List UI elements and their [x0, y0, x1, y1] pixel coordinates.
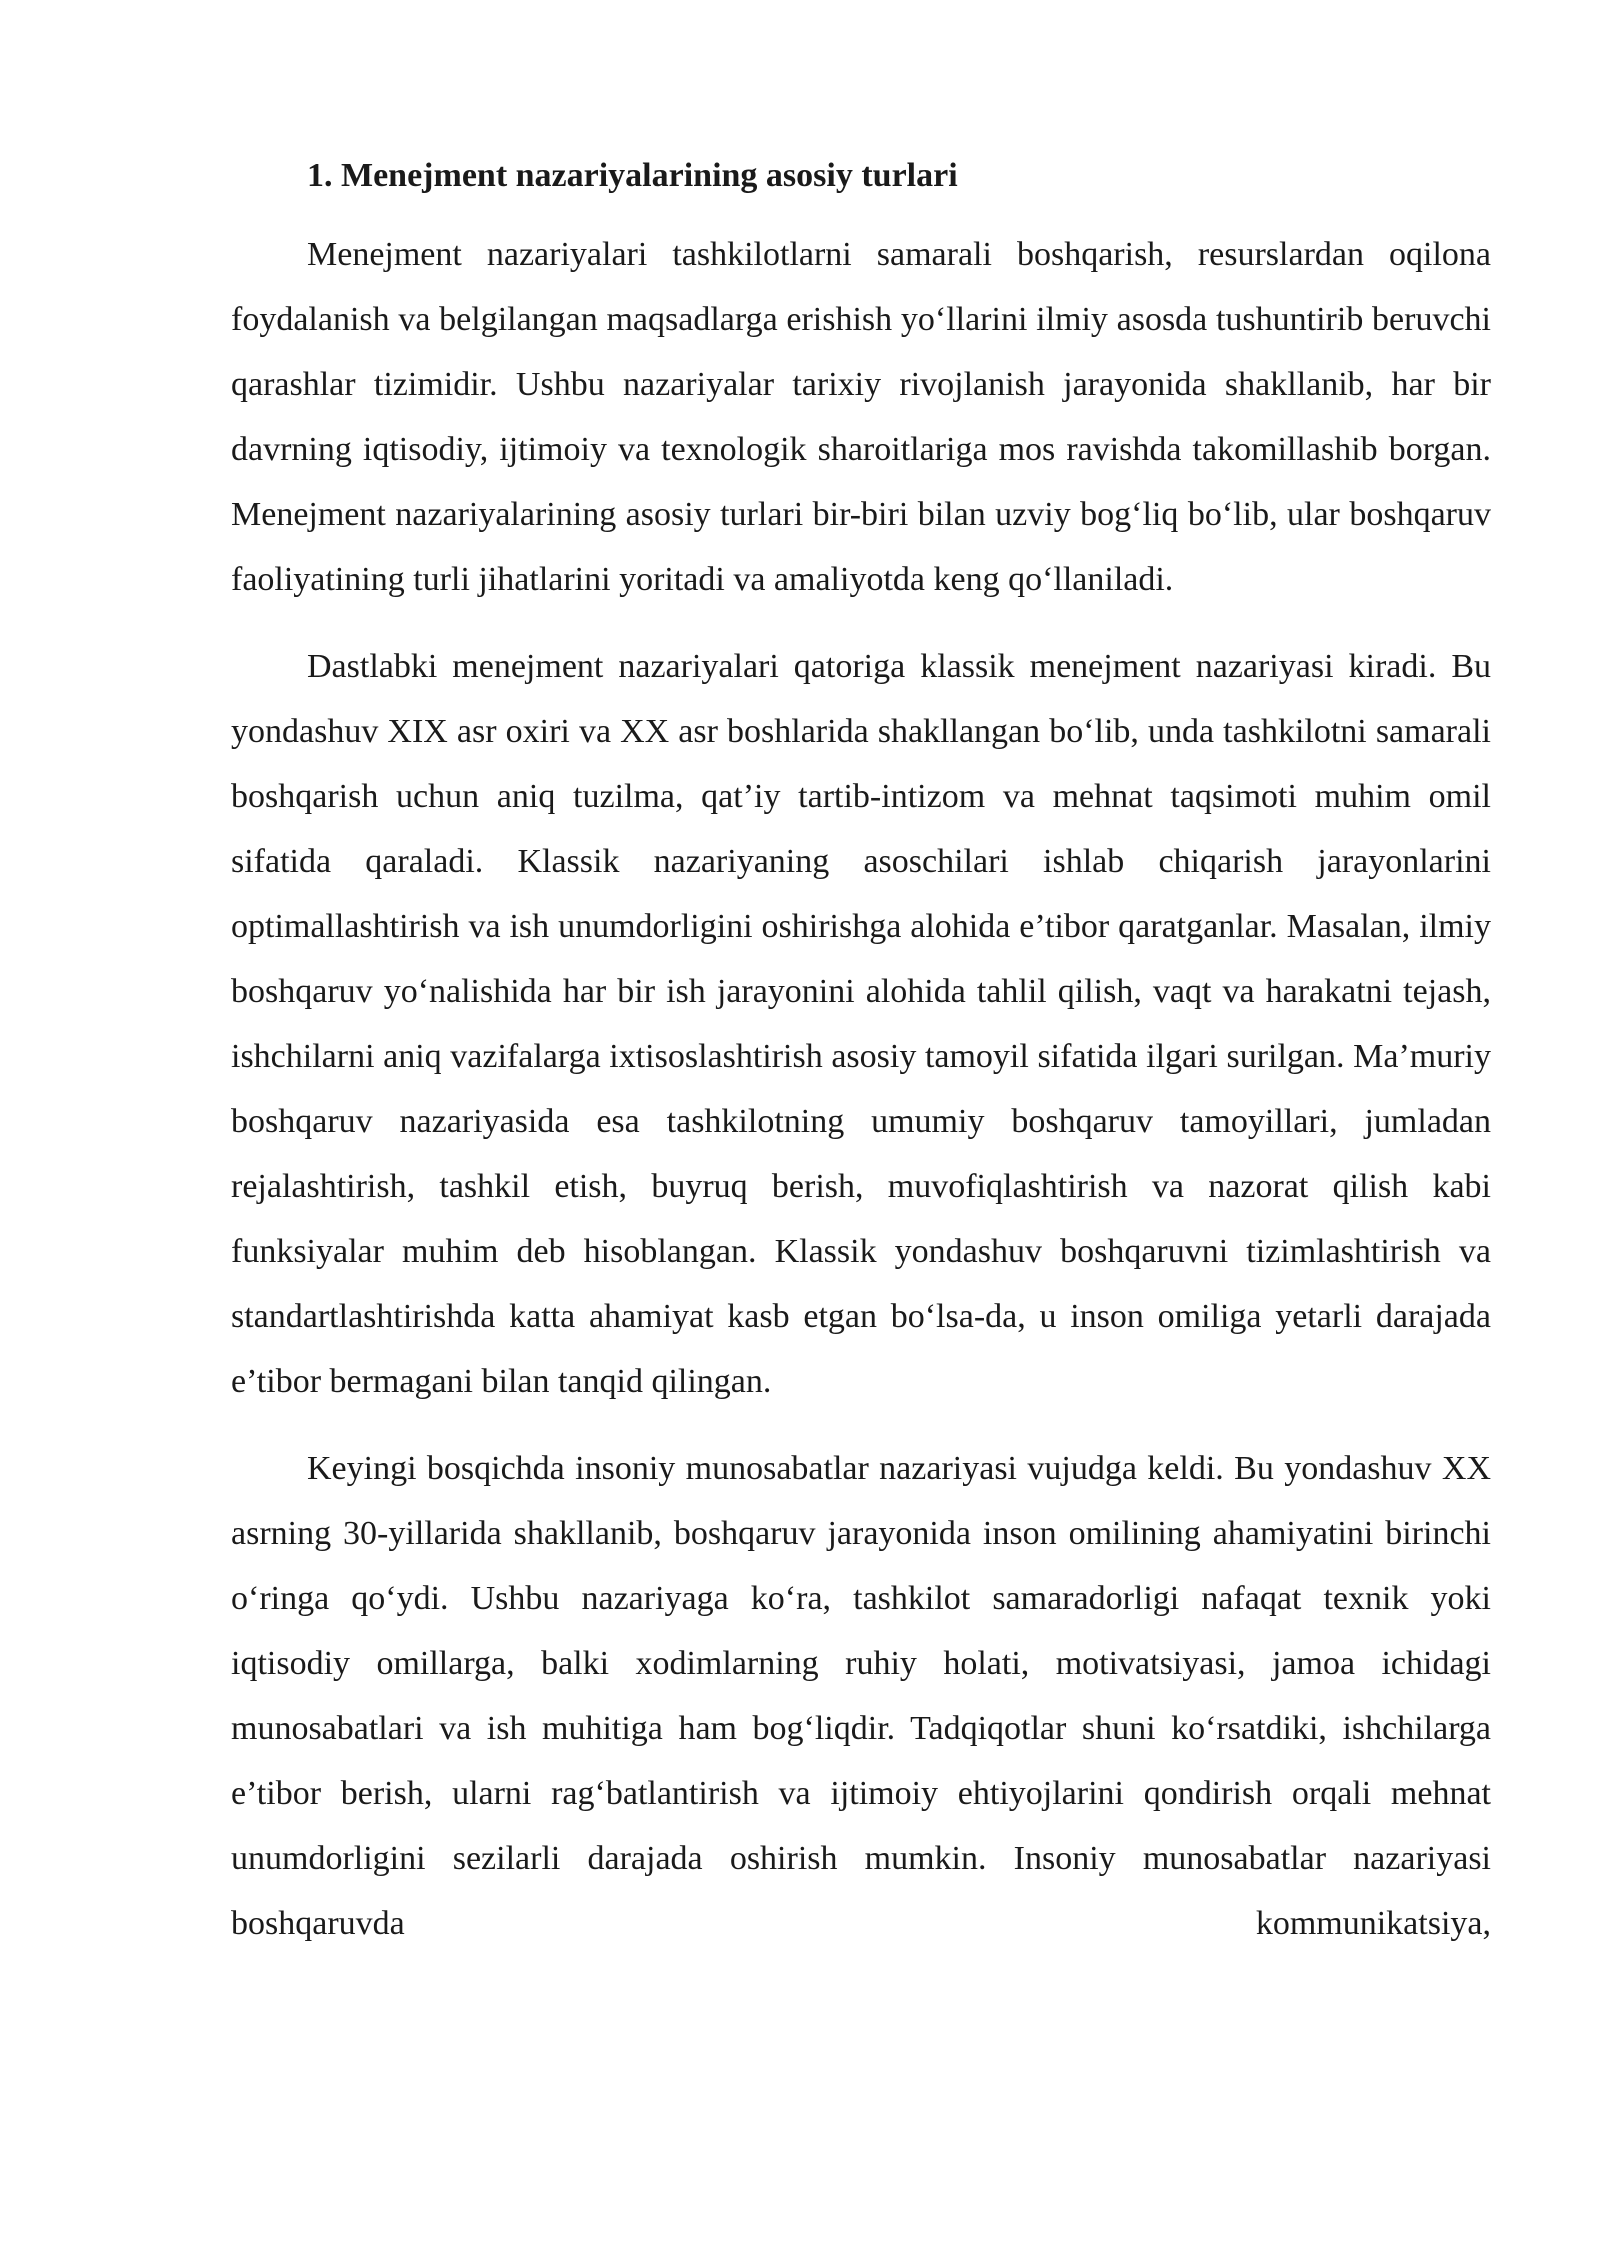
paragraph-intro: Menejment nazariyalari tashkilotlarni samarali boshqarish, resurslardan oqilona foydalanish va belgilangan maqsadlarga erishish yo‘llarini ilmiy asosda tushuntirib beruvchi qarashlar tizimidir. Ushbu nazariyalar tarixiy rivojlanish jarayonida shakllanib, har bir davrning iqtisodiy, ijtimoiy va texnologik sharoitlariga mos ravishda takomillashib borgan. Menejment nazariyalarining asosiy turlari bir-biri bilan uzviy bog‘liq bo‘lib, ular boshqaruv faoliyatining turli jihatlarini yoritadi va amaliyotda keng qo‘llaniladi.	[231, 236, 1491, 598]
section-heading: 1. Menejment nazariyalarining asosiy turlari	[307, 157, 958, 194]
document-page	[231, 148, 1491, 1956]
paragraph-human-relations-theory: Keyingi bosqichda insoniy munosabatlar nazariyasi vujudga keldi. Bu yondashuv XX asrning 30-yillarida shakllanib, boshqaruv jarayonida inson omilining ahamiyatini birinchi o‘ringa qo‘ydi. Ushbu nazariyaga ko‘ra, tashkilot samaradorligi nafaqat texnik yoki iqtisodiy omillarga, balki xodimlarning ruhiy holati, motivatsiyasi, jamoa ichidagi munosabatlari va ish muhitiga ham bog‘liqdir. Tadqiqotlar shuni ko‘rsatdiki, ishchilarga e’tibor berish, ularni rag‘batlantirish va ijtimoiy ehtiyojlarini qondirish orqali mehnat unumdorligini sezilarli darajada oshirish mumkin. Insoniy munosabatlar nazariyasi boshqaruvda kommunikatsiya,	[231, 1450, 1491, 1942]
paragraph-classical-theory: Dastlabki menejment nazariyalari qatoriga klassik menejment nazariyasi kiradi. Bu yondashuv XIX asr oxiri va XX asr boshlarida shakllangan bo‘lib, unda tashkilotni samarali boshqarish uchun aniq tuzilma, qat’iy tartib-intizom va mehnat taqsimoti muhim omil sifatida qaraladi. Klassik nazariyaning asoschilari ishlab chiqarish jarayonlarini optimallashtirish va ish unumdorligini oshirishga alohida e’tibor qaratganlar. Masalan, ilmiy boshqaruv yo‘nalishida har bir ish jarayonini alohida tahlil qilish, vaqt va harakatni tejash, ishchilarni aniq vazifalarga ixtisoslashtirish asosiy tamoyil sifatida ilgari surilgan. Ma’muriy boshqaruv nazariyasida esa tashkilotning umumiy boshqaruv tamoyillari, jumladan rejalashtirish, tashkil etish, buyruq berish, muvofiqlashtirish va nazorat qilish kabi funksiyalar muhim deb hisoblangan. Klassik yondashuv boshqaruvni tizimlashtirish va standartlashtirishda katta ahamiyat kasb etgan bo‘lsa-da, u inson omiliga yetarli darajada e’tibor bermagani bilan tanqid qilingan.	[231, 648, 1491, 1400]
